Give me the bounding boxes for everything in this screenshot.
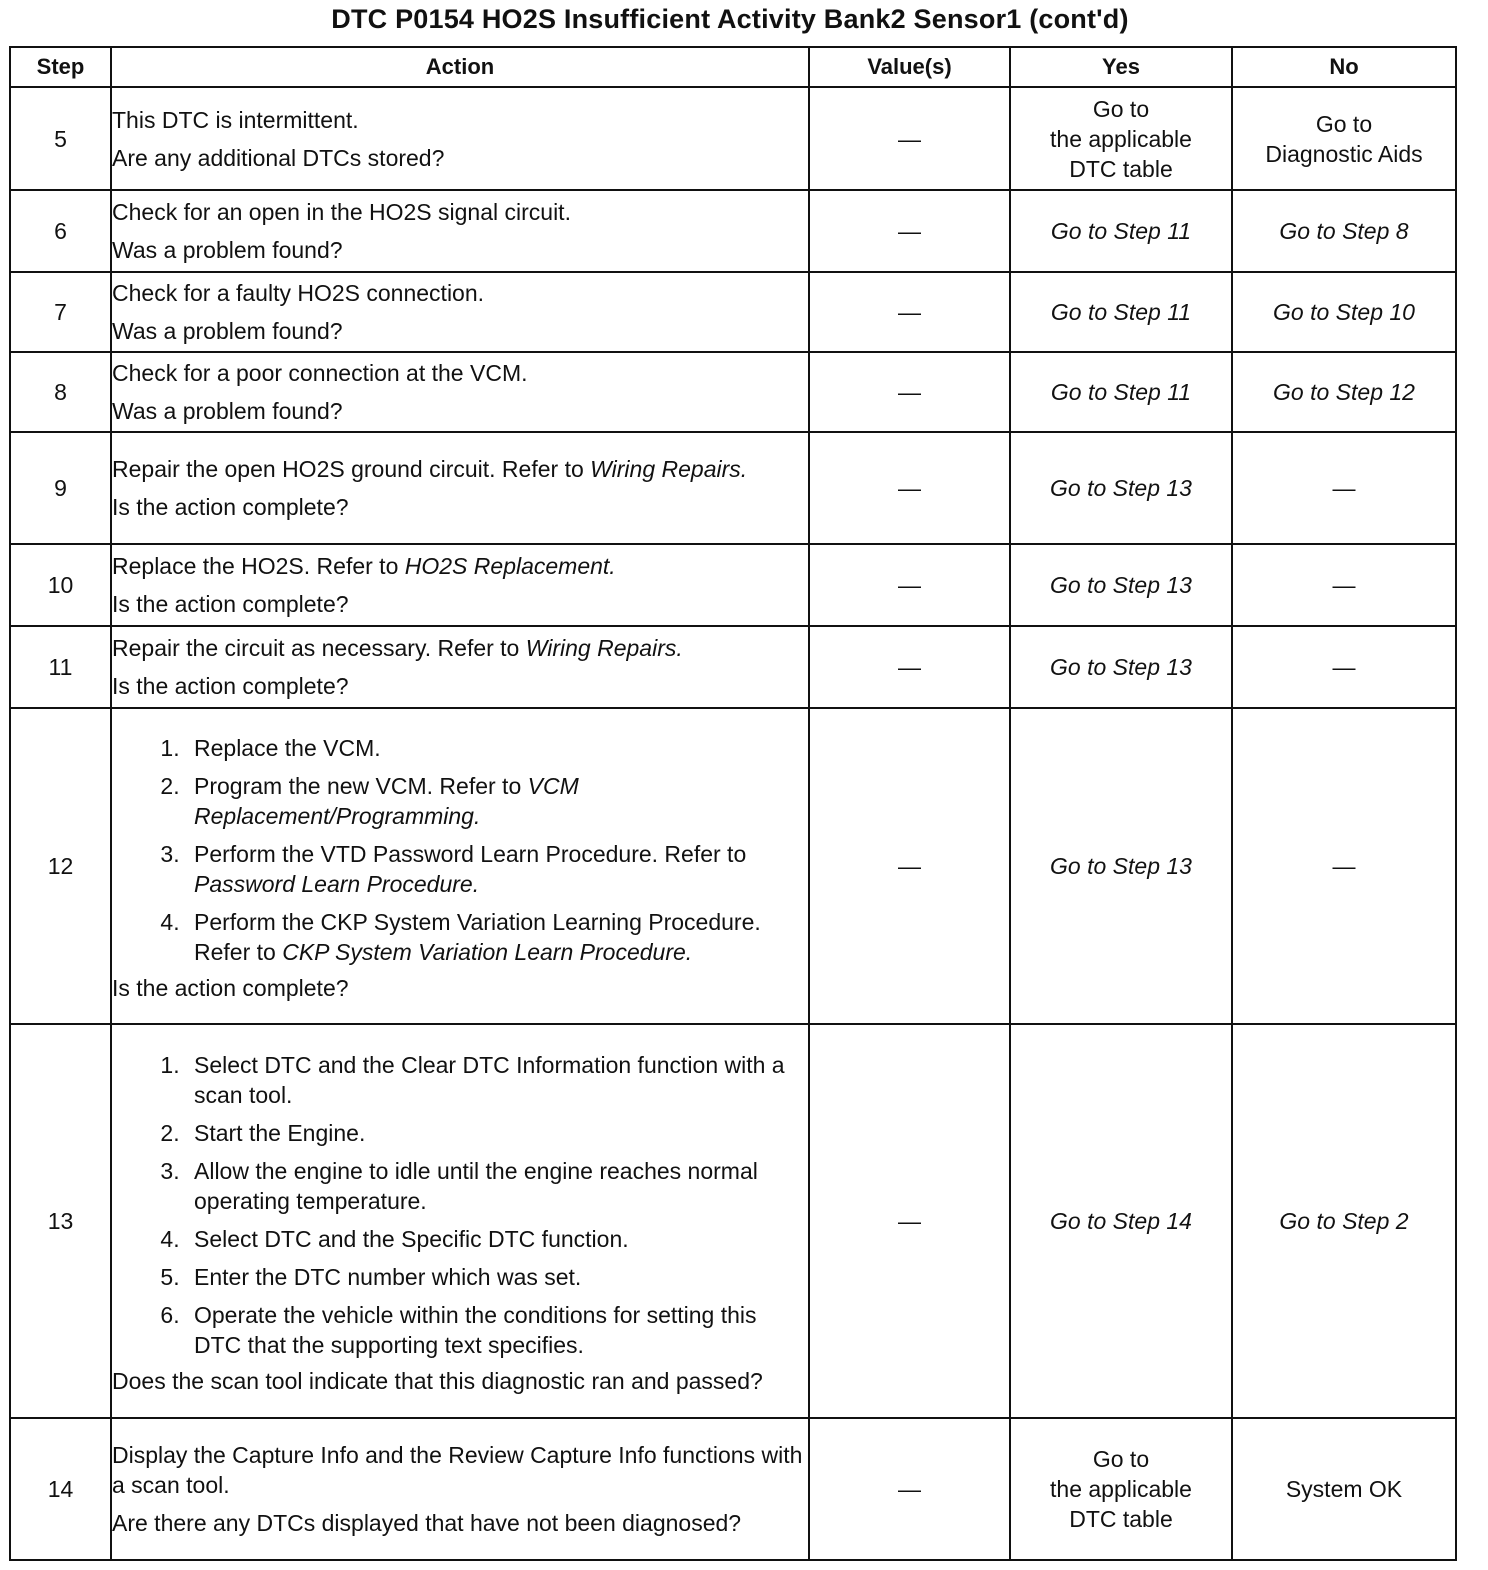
table-row bbox=[10, 544, 1456, 626]
value-cell: — bbox=[809, 272, 1010, 352]
action-text: Check for an open in the HO2S signal circuit. bbox=[112, 199, 571, 225]
action-text-body: Repair the open HO2S ground circuit. Refer to bbox=[112, 456, 584, 482]
yes-line: DTC table bbox=[1069, 1506, 1173, 1532]
action-question: Are there any DTCs displayed that have not been diagnosed? bbox=[112, 1510, 742, 1536]
step-number: 6 bbox=[10, 190, 111, 272]
step-number: 11 bbox=[10, 626, 111, 708]
action-question: Does the scan tool indicate that this diagnostic ran and passed? bbox=[112, 1368, 763, 1394]
action-text: Check for a poor connection at the VCM. bbox=[112, 360, 528, 386]
no-cell: Go to Step 10 bbox=[1232, 272, 1456, 352]
action-cell bbox=[111, 272, 809, 352]
yes-cell: Go to Step 13 bbox=[1010, 626, 1232, 708]
step-number: 13 bbox=[10, 1024, 111, 1418]
action-question: Are any additional DTCs stored? bbox=[112, 144, 445, 171]
action-text-body: Repair the circuit as necessary. Refer to bbox=[112, 635, 520, 661]
no-cell: Go to Step 12 bbox=[1232, 352, 1456, 432]
list-item bbox=[186, 907, 808, 967]
step-number: 12 bbox=[10, 708, 111, 1024]
value-cell: — bbox=[809, 1024, 1010, 1418]
action-cell bbox=[111, 1418, 809, 1560]
header-values: Value(s) bbox=[809, 47, 1010, 87]
table-row bbox=[10, 626, 1456, 708]
no-line: Diagnostic Aids bbox=[1265, 140, 1423, 167]
action-cell bbox=[111, 1024, 809, 1418]
reference-link[interactable]: HO2S Replacement. bbox=[404, 553, 616, 579]
reference-link[interactable]: CKP System Variation Learn Procedure. bbox=[282, 939, 693, 965]
yes-cell bbox=[1010, 87, 1232, 190]
action-cell bbox=[111, 432, 809, 544]
value-cell: — bbox=[809, 190, 1010, 272]
list-item: 4. Select DTC and the Specific DTC function. bbox=[186, 1224, 808, 1254]
list-item bbox=[186, 771, 808, 831]
step-number: 7 bbox=[10, 272, 111, 352]
no-cell: — bbox=[1232, 626, 1456, 708]
yes-cell bbox=[1010, 1418, 1232, 1560]
table-row bbox=[10, 1024, 1456, 1418]
step-number: 9 bbox=[10, 432, 111, 544]
list-item: 3. Allow the engine to idle until the engine reaches normal operating temperature. bbox=[186, 1156, 808, 1216]
yes-line: the applicable bbox=[1050, 1476, 1192, 1502]
reference-link[interactable]: Wiring Repairs. bbox=[590, 456, 748, 482]
action-text bbox=[112, 633, 808, 663]
yes-line: Go to bbox=[1092, 95, 1150, 122]
procedure-text: Perform the CKP System Variation Learning Procedure. Refer to bbox=[194, 909, 761, 965]
action-cell bbox=[111, 87, 809, 190]
procedure-text: Program the new VCM. Refer to bbox=[194, 773, 522, 799]
reference-link[interactable]: Wiring Repairs. bbox=[525, 635, 683, 661]
action-question: Was a problem found? bbox=[112, 237, 343, 263]
list-item: 6. Operate the vehicle within the conditions for setting this DTC that the supporting text specifies. bbox=[186, 1300, 808, 1360]
yes-cell: Go to Step 11 bbox=[1010, 352, 1232, 432]
action-cell bbox=[111, 544, 809, 626]
value-cell: — bbox=[809, 432, 1010, 544]
procedure-text: Replace the VCM. bbox=[194, 735, 381, 761]
action-cell bbox=[111, 708, 809, 1024]
table-row bbox=[10, 432, 1456, 544]
header-no: No bbox=[1232, 47, 1456, 87]
action-question: Is the action complete? bbox=[112, 494, 349, 520]
header-step: Step bbox=[10, 47, 111, 87]
reference-link[interactable]: VCM Replacement/Programming. bbox=[194, 773, 579, 829]
procedure-text: Perform the VTD Password Learn Procedure. Refer to bbox=[194, 841, 747, 867]
action-question: Was a problem found? bbox=[112, 398, 343, 424]
value-cell: — bbox=[809, 708, 1010, 1024]
value-cell: — bbox=[809, 626, 1010, 708]
no-cell bbox=[1232, 87, 1456, 190]
action-text-body: Replace the HO2S. Refer to bbox=[112, 553, 399, 579]
header-action: Action bbox=[111, 47, 809, 87]
action-text bbox=[112, 454, 808, 484]
value-cell: — bbox=[809, 1418, 1010, 1560]
reference-link[interactable]: Password Learn Procedure. bbox=[194, 871, 480, 897]
header-row bbox=[10, 47, 1456, 87]
list-item: 1. Select DTC and the Clear DTC Information function with a scan tool. bbox=[186, 1050, 808, 1110]
action-cell bbox=[111, 190, 809, 272]
table-row bbox=[10, 190, 1456, 272]
list-item: 2. Start the Engine. bbox=[186, 1118, 808, 1148]
value-cell: — bbox=[809, 352, 1010, 432]
table-row bbox=[10, 87, 1456, 190]
procedure-list bbox=[112, 1050, 808, 1360]
no-cell: — bbox=[1232, 432, 1456, 544]
table-row bbox=[10, 708, 1456, 1024]
step-number: 8 bbox=[10, 352, 111, 432]
header-yes: Yes bbox=[1010, 47, 1232, 87]
step-number: 14 bbox=[10, 1418, 111, 1560]
value-cell: — bbox=[809, 544, 1010, 626]
no-cell: Go to Step 8 bbox=[1232, 190, 1456, 272]
yes-line: DTC table bbox=[1069, 155, 1173, 182]
action-cell bbox=[111, 352, 809, 432]
yes-line: Go to bbox=[1092, 1446, 1150, 1472]
action-text: This DTC is intermittent. bbox=[112, 106, 359, 133]
action-question: Is the action complete? bbox=[112, 673, 349, 699]
no-cell: — bbox=[1232, 544, 1456, 626]
action-text bbox=[112, 551, 808, 581]
list-item bbox=[186, 839, 808, 899]
action-cell bbox=[111, 626, 809, 708]
value-cell: — bbox=[809, 87, 1010, 190]
yes-cell: Go to Step 11 bbox=[1010, 272, 1232, 352]
no-cell: Go to Step 2 bbox=[1232, 1024, 1456, 1418]
yes-cell: Go to Step 13 bbox=[1010, 544, 1232, 626]
yes-cell: Go to Step 11 bbox=[1010, 190, 1232, 272]
table-row bbox=[10, 272, 1456, 352]
action-question: Is the action complete? bbox=[112, 975, 349, 1001]
action-text: Check for a faulty HO2S connection. bbox=[112, 280, 485, 306]
list-item bbox=[186, 733, 808, 763]
table-row bbox=[10, 1418, 1456, 1560]
table-row bbox=[10, 352, 1456, 432]
no-line: Go to bbox=[1315, 110, 1373, 137]
yes-cell: Go to Step 13 bbox=[1010, 432, 1232, 544]
yes-cell: Go to Step 13 bbox=[1010, 708, 1232, 1024]
page-title: DTC P0154 HO2S Insufficient Activity Bank2 Sensor1 (cont'd) bbox=[331, 4, 1129, 34]
yes-line: the applicable bbox=[1050, 125, 1192, 152]
procedure-list bbox=[112, 733, 808, 967]
no-cell: — bbox=[1232, 708, 1456, 1024]
action-question: Was a problem found? bbox=[112, 318, 343, 344]
yes-cell: Go to Step 14 bbox=[1010, 1024, 1232, 1418]
diagnostic-table bbox=[9, 46, 1457, 1561]
step-number: 10 bbox=[10, 544, 111, 626]
step-number: 5 bbox=[10, 87, 111, 190]
action-question: Is the action complete? bbox=[112, 591, 349, 617]
action-text: Display the Capture Info and the Review Capture Info functions with a scan tool. bbox=[112, 1442, 803, 1498]
no-cell: System OK bbox=[1232, 1418, 1456, 1560]
list-item: 5. Enter the DTC number which was set. bbox=[186, 1262, 808, 1292]
